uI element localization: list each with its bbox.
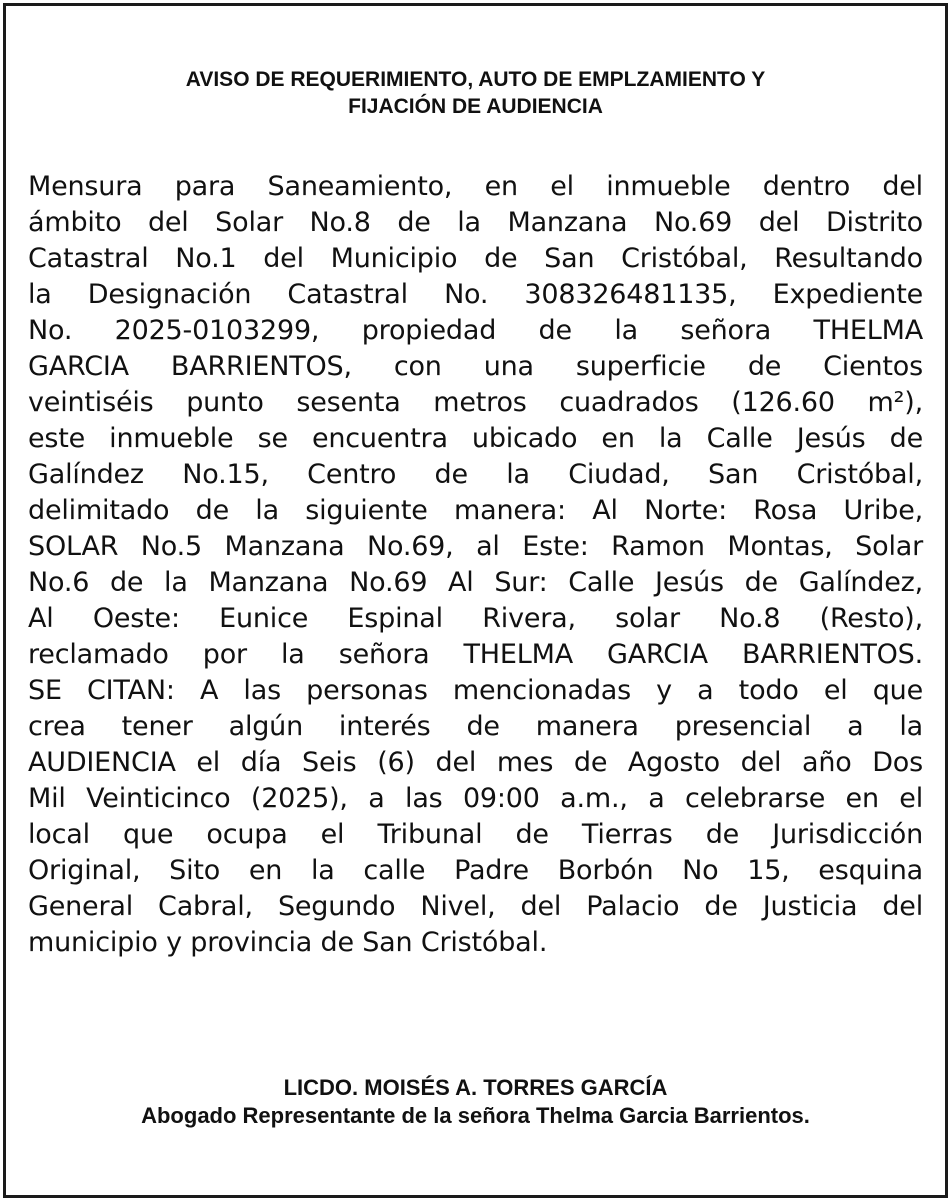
body-line: No.6 de la Manzana No.69 Al Sur: Calle Jesús de Galíndez, xyxy=(28,567,923,598)
body-line: Mil Veinticinco (2025), a las 09:00 a.m., a celebrarse en el xyxy=(28,783,923,814)
body-line: municipio y provincia de San Cristóbal. xyxy=(28,927,548,958)
notice-title xyxy=(46,66,905,120)
body-line: No. 2025-0103299, propiedad de la señora THELMA xyxy=(28,315,923,346)
body-line: Galíndez No.15, Centro de la Ciudad, San Cristóbal, xyxy=(28,459,923,490)
body-line: la Designación Catastral No. 308326481135, Expediente xyxy=(28,279,923,310)
body-line: veintiséis punto sesenta metros cuadrados (126.60 m²), xyxy=(28,387,923,418)
signatory-name: LICDO. MOISÉS A. TORRES GARCÍA xyxy=(283,1075,668,1100)
title-line: AVISO DE REQUERIMIENTO, AUTO DE EMPLZAMIENTO Y xyxy=(185,68,766,91)
body-line: reclamado por la señora THELMA GARCIA BARRIENTOS. xyxy=(28,639,923,670)
body-line: GARCIA BARRIENTOS, con una superficie de Cientos xyxy=(28,351,923,382)
body-line: ámbito del Solar No.8 de la Manzana No.69 del Distrito xyxy=(28,207,923,238)
body-line: Original, Sito en la calle Padre Borbón No 15, esquina xyxy=(28,855,923,886)
notice-frame xyxy=(3,3,948,1198)
notice-body xyxy=(28,169,923,961)
signature-block xyxy=(16,1074,935,1130)
body-line: General Cabral, Segundo Nivel, del Palacio de Justicia del xyxy=(28,891,923,922)
body-line: este inmueble se encuentra ubicado en la Calle Jesús de xyxy=(28,423,923,454)
body-line: Al Oeste: Eunice Espinal Rivera, solar No.8 (Resto), xyxy=(28,603,923,634)
body-line: local que ocupa el Tribunal de Tierras de Jurisdicción xyxy=(28,819,923,850)
body-line: crea tener algún interés de manera presencial a la xyxy=(28,711,923,742)
body-line: SOLAR No.5 Manzana No.69, al Este: Ramon Montas, Solar xyxy=(28,531,923,562)
signatory-role: Abogado Representante de la señora Thelma Garcia Barrientos. xyxy=(141,1103,810,1128)
body-line: Catastral No.1 del Municipio de San Cristóbal, Resultando xyxy=(28,243,923,274)
body-line: Mensura para Saneamiento, en el inmueble dentro del xyxy=(28,171,923,202)
body-line: SE CITAN: A las personas mencionadas y a todo el que xyxy=(28,675,923,706)
body-line: delimitado de la siguiente manera: Al Norte: Rosa Uribe, xyxy=(28,495,923,526)
title-line: FIJACIÓN DE AUDIENCIA xyxy=(348,95,603,118)
body-line: AUDIENCIA el día Seis (6) del mes de Agosto del año Dos xyxy=(28,747,923,778)
